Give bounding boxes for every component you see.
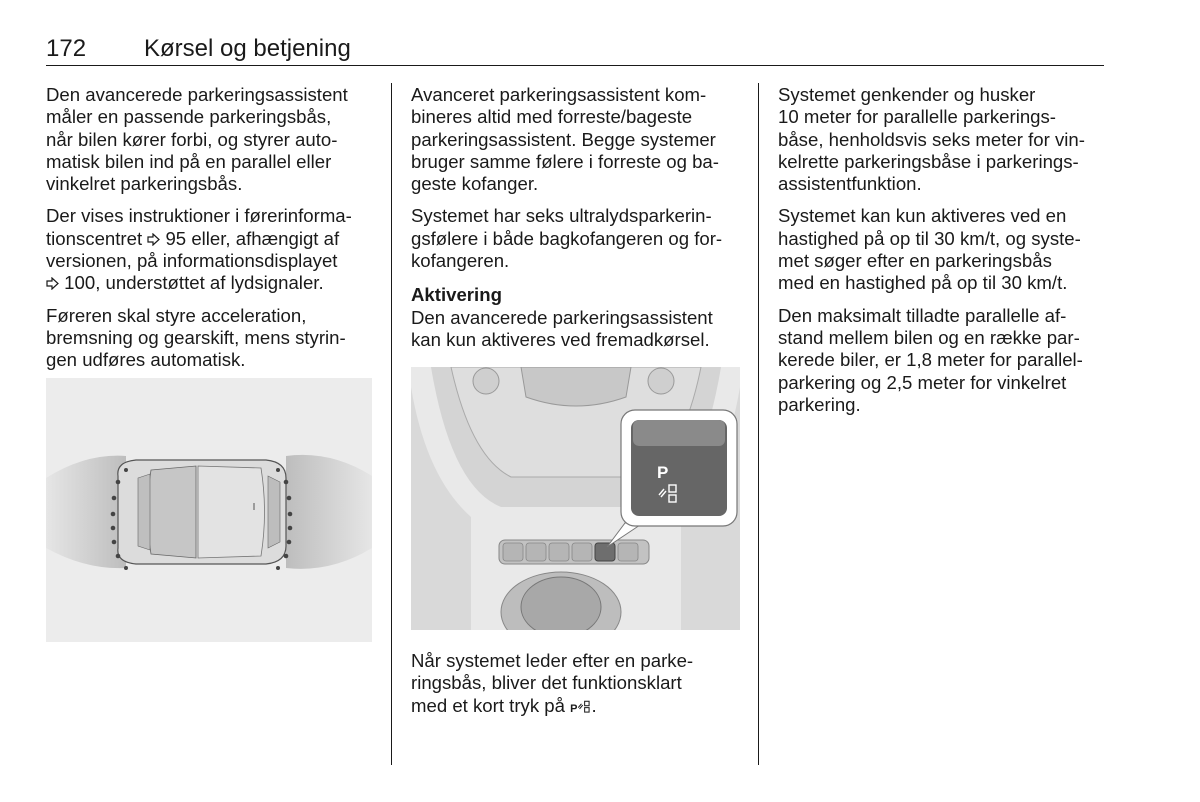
column-3 [778, 84, 1108, 426]
car-sensor-illustration [46, 378, 372, 642]
paragraph-memory: Systemet genkender og husker 10 meter for parallelle parkerings- båse, henholdsvis seks meter for vin- kelrette parkeringsbåse i parkerings- assistentfunktion. [778, 84, 1085, 195]
parking-assist-icon [657, 483, 679, 505]
arrow-right-outline-icon [46, 277, 59, 290]
page-number: 172 [46, 35, 87, 62]
paragraph-intro: Den avancerede parkeringsassistent måler en passende parkeringsbås, når bilen kører forbi, og styrer auto- matisk bilen ind på en parallel eller vinkelret parkeringsbås. [46, 84, 348, 195]
parking-assist-button: P [657, 463, 679, 505]
paragraph-distance: Den maksimalt tilladte parallelle af- stand mellem bilen og en række par- kerede biler, er 1,8 meter for parallel- parkering og 2,5 meter for vinkelret parkering. [778, 304, 1083, 415]
center-console-illustration [411, 367, 740, 630]
paragraph-activation: Den avancerede parkeringsassistent kan kun aktiveres ved fremadkørsel. [411, 306, 713, 350]
paragraph-combined-assist: Avanceret parkeringsassistent kom- bineres altid med forreste/bageste parkeringsassistent. Begge systemer bruger samme følere i forreste og ba- geste kofanger. [411, 84, 719, 195]
paragraph-driver-task: Føreren skal styre acceleration, bremsning og gearskift, mens styrin- gen udføres automatisk. [46, 304, 346, 371]
page-header [46, 34, 1104, 66]
arrow-right-outline-icon [147, 233, 160, 246]
column-divider-2 [758, 83, 759, 765]
parking-assist-icon [577, 700, 591, 714]
paragraph-instructions: Der vises instruktioner i førerinforma- tionscentret 95 eller, afhængigt af versionen, på informationsdisplayet 100, understøttet af lydsignaler. [46, 205, 352, 294]
paragraph-speed-limit: Systemet kan kun aktiveres ved en hastighed på op til 30 km/t, og syste- met søger efter en parkeringsbås med en hastighed på op til 30 km/t. [778, 205, 1081, 294]
column-2 [411, 84, 751, 361]
section-heading-aktivering: Aktivering [411, 284, 502, 306]
column-2-after-figure [411, 650, 751, 730]
paragraph-search-activation: Når systemet leder efter en parke- ringsbås, bliver det funktionsklart med et kort tryk på P . [411, 650, 694, 716]
chapter-title: Kørsel og betjening [144, 35, 351, 62]
column-divider-1 [391, 83, 392, 765]
column-1 [46, 84, 381, 382]
page-reference-link[interactable]: 95 [147, 228, 186, 250]
header-divider [46, 65, 1104, 66]
paragraph-sensors: Systemet har seks ultralydsparkerin- gsfølere i både bagkofangeren og for- kofangeren. [411, 205, 723, 272]
page-reference-link[interactable]: 100 [46, 272, 95, 294]
